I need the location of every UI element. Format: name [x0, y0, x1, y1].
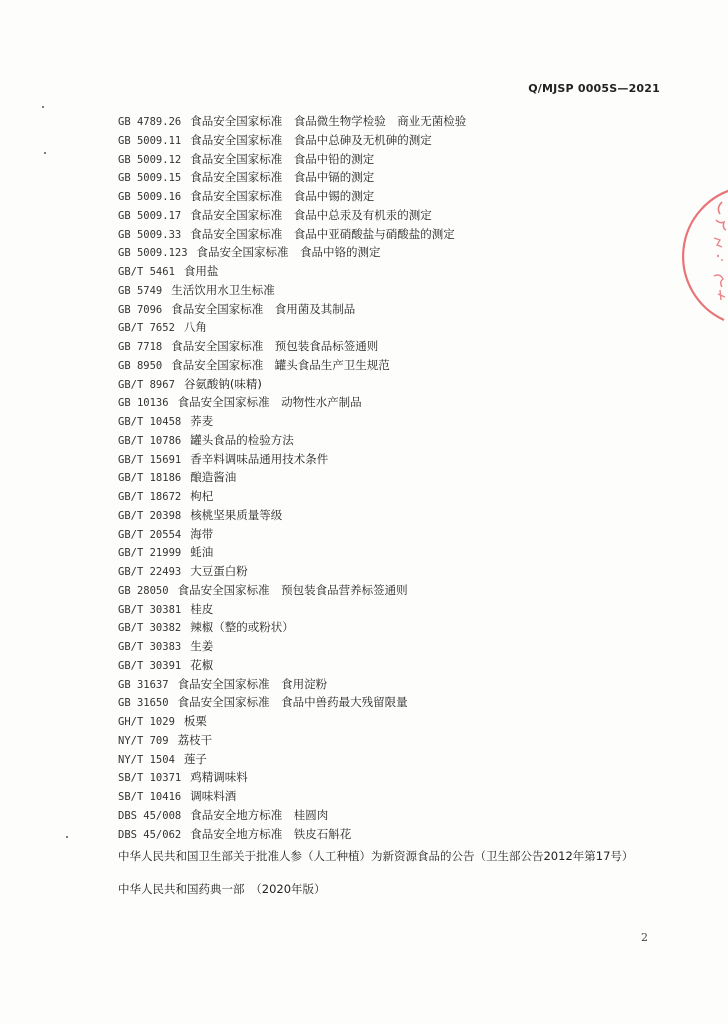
reference-title: 食品安全国家标准 食品中总汞及有机汞的测定: [190, 207, 432, 222]
reference-item: [118, 262, 466, 281]
reference-code: GB 7096: [118, 303, 163, 316]
reference-item: [118, 187, 466, 206]
reference-code: GB 28050: [118, 584, 169, 597]
reference-title: 八角: [183, 320, 207, 335]
pharmacopoeia-reference: 中华人民共和国药典一部 （2020年版）: [118, 882, 326, 896]
reference-title: 大豆蛋白粉: [190, 564, 248, 578]
reference-item: [118, 375, 466, 394]
reference-title: 鸡精调味料: [190, 770, 248, 785]
reference-code: GB 31637: [118, 678, 169, 691]
reference-item: [118, 506, 466, 525]
reference-title: 谷氨酸钠(味精): [183, 376, 262, 391]
reference-code: GB/T 5461: [118, 266, 175, 278]
reference-code: GB/T 7652: [118, 322, 175, 335]
reference-item: [118, 168, 466, 187]
reference-code: GB 5009.123: [118, 247, 188, 260]
reference-code: GB/T 10458: [118, 416, 182, 428]
reference-item: [118, 750, 466, 769]
reference-item: [118, 356, 466, 375]
reference-code: GB/T 22493: [118, 566, 182, 578]
reference-item: [118, 468, 466, 487]
reference-title: 食品安全地方标准 铁皮石斛花: [190, 826, 352, 841]
reference-code: GB/T 30391: [118, 659, 182, 672]
reference-title: 食品安全国家标准 罐头食品生产卫生规范: [171, 357, 390, 372]
reference-item: [118, 243, 466, 262]
reference-title: 辣椒（整的或粉状）: [190, 620, 294, 635]
reference-item: [118, 487, 466, 506]
reference-item: [118, 131, 466, 150]
reference-item: [118, 431, 466, 450]
reference-code: GB 5009.16: [118, 191, 182, 203]
reference-code: GB/T 18672: [118, 491, 182, 503]
reference-item: [118, 543, 466, 562]
reference-title: 食品安全地方标准 桂圆肉: [190, 807, 329, 822]
notice-paragraph: 中华人民共和国卫生部关于批准人参（人工种植）为新资源食品的公告（卫生部公告2012年第17号）: [118, 849, 634, 863]
reference-code: GB/T 15691: [118, 453, 182, 466]
reference-item: [118, 112, 466, 131]
reference-title: 食品安全国家标准 食品中亚硝酸盐与硝酸盐的测定: [190, 226, 455, 241]
reference-code: GB 5009.12: [118, 153, 182, 166]
reference-code: GB 8950: [118, 359, 163, 372]
reference-title: 调味料酒: [190, 789, 237, 803]
reference-code: DBS 45/008: [118, 809, 182, 822]
reference-title: 食品安全国家标准 食用淀粉: [177, 676, 328, 691]
reference-code: GB 7718: [118, 341, 163, 353]
reference-title: 食品安全国家标准 食品中镉的测定: [190, 170, 375, 185]
reference-item: [118, 806, 466, 825]
reference-code: GB 5009.11: [118, 134, 182, 147]
reference-code: NY/T 709: [118, 734, 169, 747]
reference-code: GB 5749: [118, 284, 163, 297]
reference-item: [118, 656, 466, 675]
reference-item: [118, 450, 466, 469]
reference-code: SB/T 10416: [118, 791, 182, 803]
reference-title: 桂皮: [190, 601, 214, 616]
reference-item: [118, 281, 466, 300]
reference-title: 食品安全国家标准 食用菌及其制品: [171, 301, 356, 316]
reference-item: [118, 825, 466, 844]
reference-code: GB/T 18186: [118, 472, 182, 485]
reference-title: 蚝油: [190, 545, 214, 560]
reference-item: [118, 618, 466, 637]
reference-code: GB 31650: [118, 697, 169, 710]
scan-speck: [44, 152, 46, 154]
reference-item: [118, 225, 466, 244]
reference-code: GB/T 10786: [118, 434, 182, 447]
reference-title: 板栗: [183, 714, 207, 728]
reference-item: [118, 337, 466, 356]
reference-item: [118, 318, 466, 337]
reference-item: [118, 712, 466, 731]
reference-title: 食品安全国家标准 预包装食品营养标签通则: [177, 582, 408, 597]
reference-list: [118, 112, 466, 843]
reference-title: 莲子: [183, 751, 207, 766]
reference-item: [118, 768, 466, 787]
red-seal-stamp-icon: [694, 180, 728, 330]
reference-item: [118, 525, 466, 544]
reference-code: GB 10136: [118, 397, 169, 410]
reference-code: SB/T 10371: [118, 772, 182, 785]
reference-title: 食用盐: [183, 264, 219, 278]
document-code: Q/MJSP 0005S—2021: [528, 82, 660, 95]
reference-code: GB/T 30382: [118, 622, 182, 635]
reference-title: 食品安全国家标准 食品中总砷及无机砷的测定: [190, 132, 432, 147]
reference-code: GB/T 20398: [118, 509, 182, 522]
reference-item: [118, 693, 466, 712]
reference-code: GB/T 21999: [118, 547, 182, 560]
reference-item: [118, 206, 466, 225]
reference-item: [118, 731, 466, 750]
reference-item: [118, 637, 466, 656]
reference-title: 香辛料调味品通用技术条件: [190, 451, 329, 466]
reference-item: [118, 150, 466, 169]
reference-title: 核桃坚果质量等级: [190, 507, 283, 522]
reference-title: 食品安全国家标准 预包装食品标签通则: [171, 339, 379, 353]
scan-speck: [42, 106, 44, 108]
reference-title: 荞麦: [190, 414, 214, 428]
reference-title: 食品安全国家标准 食品微生物学检验 商业无菌检验: [190, 114, 467, 128]
reference-code: GB 5009.33: [118, 228, 182, 241]
reference-code: DBS 45/062: [118, 828, 182, 841]
reference-code: GB/T 20554: [118, 528, 182, 541]
reference-code: NY/T 1504: [118, 753, 175, 766]
reference-item: [118, 393, 466, 412]
reference-item: [118, 300, 466, 319]
reference-code: GB 4789.26: [118, 116, 182, 128]
reference-title: 枸杞: [190, 489, 214, 503]
reference-title: 生姜: [190, 639, 214, 653]
reference-item: [118, 562, 466, 581]
reference-item: [118, 675, 466, 694]
reference-code: GB 5009.15: [118, 172, 182, 185]
reference-title: 食品安全国家标准 食品中锡的测定: [190, 189, 375, 203]
reference-title: 食品安全国家标准 食品中兽药最大残留限量: [177, 695, 408, 710]
reference-code: GB 5009.17: [118, 209, 182, 222]
reference-title: 荔枝干: [177, 732, 213, 747]
reference-title: 食品安全国家标准 食品中铬的测定: [196, 245, 381, 260]
reference-title: 食品安全国家标准 动物性水产制品: [177, 395, 362, 410]
reference-code: GB/T 8967: [118, 378, 175, 391]
reference-title: 罐头食品的检验方法: [190, 432, 294, 447]
reference-item: [118, 787, 466, 806]
reference-title: 酿造酱油: [190, 470, 237, 485]
reference-title: 花椒: [190, 657, 214, 672]
reference-title: 生活饮用水卫生标准: [171, 282, 275, 297]
scan-speck: [66, 836, 68, 838]
reference-item: [118, 600, 466, 619]
reference-item: [118, 581, 466, 600]
reference-code: GH/T 1029: [118, 716, 175, 728]
reference-item: [118, 412, 466, 431]
page-number: 2: [641, 931, 648, 944]
reference-title: 海带: [190, 526, 214, 541]
reference-code: GB/T 30381: [118, 603, 182, 616]
reference-title: 食品安全国家标准 食品中铅的测定: [190, 151, 375, 166]
reference-code: GB/T 30383: [118, 641, 182, 653]
